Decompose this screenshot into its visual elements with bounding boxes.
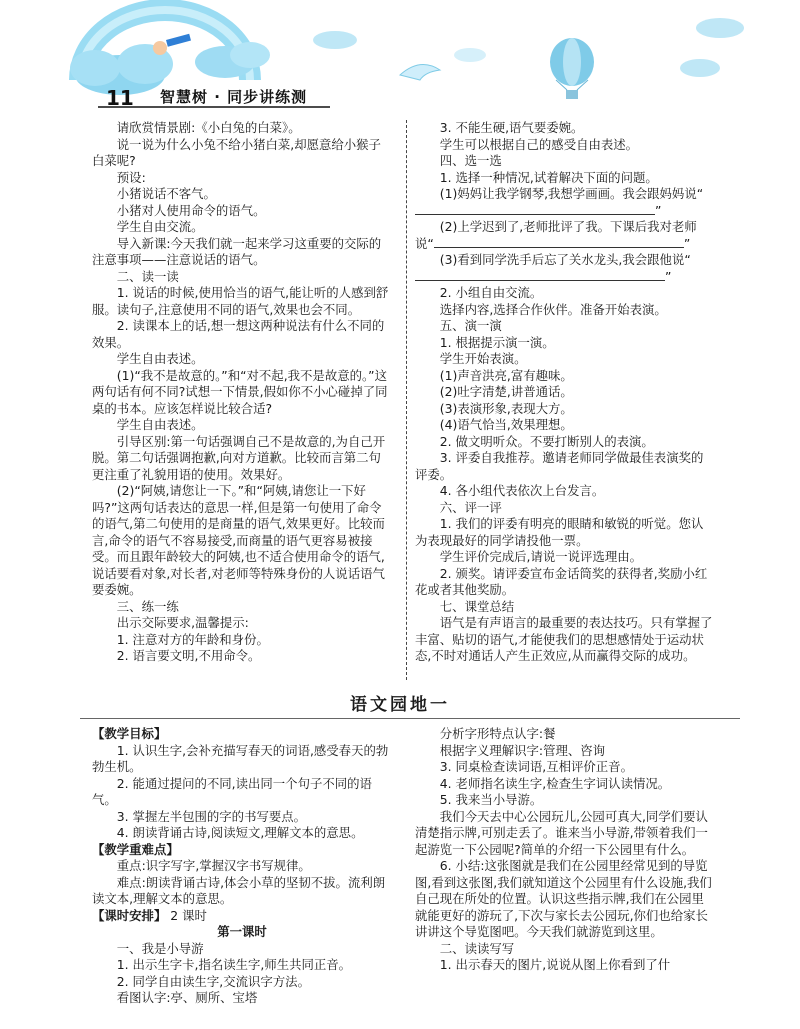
text-line: 出示交际要求,温馨提示: bbox=[116, 615, 249, 630]
text-line: 1. 注意对方的年龄和身份。 bbox=[116, 631, 269, 647]
section-heading: 三、练一练 bbox=[116, 598, 179, 614]
section-heading: 四、选一选 bbox=[439, 153, 502, 168]
text-line: 根据字义理解识字:管理、咨询 bbox=[439, 742, 606, 758]
lesson-title: 第一课时 bbox=[217, 924, 267, 939]
text-line bbox=[415, 186, 715, 219]
text-line: 小猪对人使用命令的语气。 bbox=[116, 202, 266, 218]
text-line: 我们今天去中心公园玩儿,公园可真大,同学们要认清楚指示牌,可别走丢了。谁来当小导游,带领着我们一起游览一下公园呢?简单的介绍一下公园里有什么。 bbox=[415, 808, 708, 857]
text-line: 导入新课:今天我们就一起来学习这重要的交际的注意事项——注意说话的语气。 bbox=[92, 235, 382, 267]
text-line: (3)表演形象,表现大方。 bbox=[439, 400, 573, 416]
answer-blank bbox=[415, 204, 655, 215]
heading-key-points: 【教学重难点】 bbox=[92, 841, 179, 857]
text-line: 3. 评委自我推荐。邀请老师同学做最佳表演奖的评委。 bbox=[415, 450, 704, 482]
answer-blank bbox=[415, 270, 665, 281]
answer-blank bbox=[434, 237, 684, 248]
text-line: 2. 小组自由交流。 bbox=[439, 285, 543, 300]
text-line: 重点:识字写字,掌握汉字书写规律。 bbox=[116, 858, 311, 873]
question-text: (3)看到同学洗手后忘了关水龙头,我会跟他说“ bbox=[439, 252, 691, 267]
text-line: 5. 我来当小导游。 bbox=[439, 792, 543, 807]
text-line: 6. 小结:这张图就是我们在公园里经常见到的导览图,看到这张图,我们就知道这个公园里有什么设施,我们自己现在所处的位置。认识这些指示牌,我们在公园里就能更好的游玩了,下次与家长去公园玩,你们也给家长讲讲这个导览图吧。今天我们就游览到这里。 bbox=[415, 858, 712, 939]
text-line: (1)声音洪亮,富有趣味。 bbox=[439, 367, 573, 383]
heading-schedule bbox=[92, 908, 392, 925]
text-line: 学生自由表述。 bbox=[116, 351, 204, 366]
heading-objectives: 【教学目标】 bbox=[92, 726, 167, 741]
text-line: 1. 选择一种情况,试着解决下面的问题。 bbox=[439, 169, 658, 185]
text-line: 选择内容,选择合作伙伴。准备开始表演。 bbox=[439, 301, 667, 317]
text-line: 学生自由表述。 bbox=[116, 417, 204, 432]
series-title: 智慧树 · 同步讲练测 bbox=[160, 88, 308, 106]
text-line: 学生自由交流。 bbox=[116, 219, 204, 234]
text-line bbox=[415, 252, 715, 285]
text-line: 2. 读课本上的话,想一想这两种说法有什么不同的效果。 bbox=[92, 318, 385, 350]
text-line: 学生评价完成后,请说一说评选理由。 bbox=[439, 549, 642, 564]
quote-close: ” bbox=[683, 235, 691, 251]
text-line: 3. 同桌检查读词语,互相评价正音。 bbox=[439, 759, 633, 774]
section-heading: 二、读一读 bbox=[116, 268, 179, 284]
section-heading: 五、演一演 bbox=[439, 318, 502, 333]
text-line: 3. 不能生硬,语气要委婉。 bbox=[439, 120, 584, 135]
text-line: (2)吐字清楚,讲普通话。 bbox=[439, 384, 573, 399]
column-divider bbox=[406, 120, 407, 680]
text-line: 2. 颁奖。请评委宣布金话筒奖的获得者,奖励小红花或者其他奖励。 bbox=[415, 565, 708, 597]
text-line: 学生开始表演。 bbox=[439, 351, 527, 366]
text-line: 3. 掌握左半包围的字的书写要点。 bbox=[116, 808, 307, 824]
section-title: 语文园地一 bbox=[350, 695, 450, 715]
text-line bbox=[415, 219, 715, 252]
section-heading: 六、评一评 bbox=[439, 499, 502, 515]
text-line: 2. 能通过提问的不同,读出同一个句子不同的语气。 bbox=[92, 775, 372, 807]
text-line: 分析字形特点认字:餐 bbox=[439, 726, 556, 741]
question-text: (2)上学迟到了,老师批评了我。下课后我对老师说“ bbox=[415, 219, 697, 251]
schedule-value: 2 课时 bbox=[170, 907, 207, 923]
question-text: (1)妈妈让我学钢琴,我想学画画。我会跟妈妈说“ bbox=[439, 186, 704, 201]
text-line: 预设: bbox=[116, 169, 146, 185]
text-line: 小猪说话不客气。 bbox=[116, 186, 216, 201]
text-line: 1. 说话的时候,使用恰当的语气,能让听的人感到舒服。读句子,注意使用不同的语气,效果也会不同。 bbox=[92, 285, 389, 317]
text-line: 难点:朗读背诵古诗,体会小草的坚韧不拔。流利朗读文本,理解文本的意思。 bbox=[92, 874, 386, 906]
section-heading: 七、课堂总结 bbox=[439, 598, 515, 614]
quote-close: ” bbox=[665, 268, 672, 284]
text-line: 1. 认识生字,会补充描写春天的词语,感受春天的勃勃生机。 bbox=[92, 742, 389, 774]
text-line: 2. 同学自由读生字,交流识字方法。 bbox=[116, 973, 310, 989]
text-line: 请欣赏情景剧:《小白兔的白菜》。 bbox=[116, 120, 301, 135]
section-heading: 二、读读写写 bbox=[439, 940, 515, 956]
text-line: 1. 我们的评委有明亮的眼睛和敏锐的听觉。您认为表现最好的同学请投他一票。 bbox=[415, 516, 704, 548]
text-line: 学生可以根据自己的感受自由表述。 bbox=[439, 136, 639, 152]
text-line: 2. 语言要文明,不用命令。 bbox=[116, 648, 261, 663]
text-line: (1)“我不是故意的。”和“对不起,我不是故意的。”这两句话有何不同?试想一下情景,假如你不小心碰掉了同桌的书本。应该怎样说比较合适? bbox=[92, 367, 388, 416]
left-bottom-column bbox=[92, 726, 392, 1007]
text-line: 1. 出示生字卡,指名读生字,师生共同正音。 bbox=[116, 957, 352, 972]
text-line: (2)“阿姨,请您让一下。”和“阿姨,请您让一下好吗?”这两句话表达的意思一样,但是第一句使用了命令的语气,第二句使用的是商量的语气,效果更好。比较而言,命令的语气不容易接受,而商量的语气更容易被接受。而且跟年龄较大的阿姨,也不适合使用命令的语气,说话要看对象,对长者,对老师等特殊身份的人说话语气要委婉。 bbox=[92, 483, 385, 597]
section-rule bbox=[80, 718, 740, 719]
quote-close: ” bbox=[655, 202, 662, 218]
right-bottom-column bbox=[415, 726, 715, 974]
page-header bbox=[0, 0, 800, 118]
page-number: 11 bbox=[106, 86, 134, 110]
text-line: 看图认字:亭、厕所、宝塔 bbox=[116, 990, 258, 1005]
section-heading: 一、我是小导游 bbox=[116, 940, 204, 956]
text-line: 2. 做文明听众。不要打断别人的表演。 bbox=[439, 433, 654, 449]
text-line: 4. 朗读背诵古诗,阅读短文,理解文本的意思。 bbox=[116, 825, 364, 840]
text-line: 语气是有声语言的最重要的表达技巧。只有掌握了丰富、贴切的语气,才能使我们的思想感情处于运动状态,不时对通话人产生正效应,从而赢得交际的成功。 bbox=[415, 615, 713, 663]
text-line: 4. 各小组代表依次上台发言。 bbox=[439, 483, 605, 498]
text-line: 1. 根据提示演一演。 bbox=[439, 334, 555, 350]
text-line: 4. 老师指名读生字,检查生字词认读情况。 bbox=[439, 775, 671, 791]
right-top-column bbox=[415, 120, 715, 665]
text-line: 引导区别:第一句话强调自己不是故意的,为自己开脱。第二句话强调抱歉,向对方道歉。比较而言第二句更注重了礼貌用语的使用。效果好。 bbox=[92, 433, 386, 482]
text-line: (4)语气恰当,效果理想。 bbox=[439, 417, 573, 432]
text-line: 1. 出示春天的图片,说说从图上你看到了什 bbox=[439, 957, 671, 972]
schedule-label: 【课时安排】 bbox=[92, 907, 167, 923]
text-line: 说一说为什么小兔不给小猪白菜,却愿意给小猴子白菜呢? bbox=[92, 136, 381, 168]
left-top-column bbox=[92, 120, 392, 665]
